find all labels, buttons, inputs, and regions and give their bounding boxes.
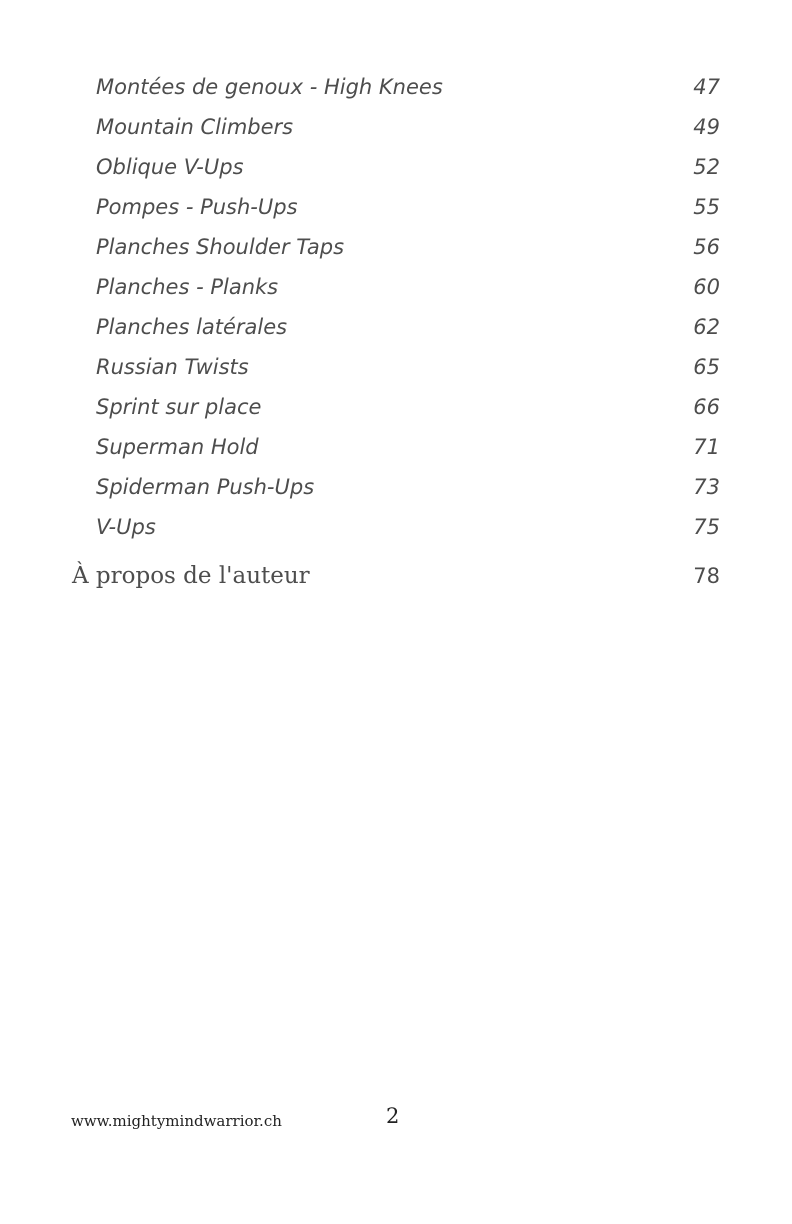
toc-entry-page: 47 <box>693 75 720 99</box>
table-of-contents <box>96 67 720 547</box>
toc-entry-page: 52 <box>693 155 720 179</box>
toc-entry <box>96 507 720 547</box>
toc-entry-title: Sprint sur place <box>96 395 262 419</box>
toc-entry <box>96 107 720 147</box>
toc-entry-page: 60 <box>693 275 720 299</box>
toc-entry <box>96 147 720 187</box>
toc-entry <box>96 267 720 307</box>
toc-section-about <box>72 556 720 596</box>
toc-entry <box>96 347 720 387</box>
toc-entry-page: 73 <box>693 475 720 499</box>
toc-entry-title: Spiderman Push-Ups <box>96 475 315 499</box>
toc-entry-title: V-Ups <box>96 515 156 539</box>
toc-entry-title: Russian Twists <box>96 355 249 379</box>
toc-entry <box>96 187 720 227</box>
footer-page-number: 2 <box>386 1104 400 1128</box>
toc-entry-title: Planches Shoulder Taps <box>96 235 345 259</box>
toc-entry-page: 49 <box>693 115 720 139</box>
toc-entry-title: Pompes - Push-Ups <box>96 195 298 219</box>
toc-entry-page: 55 <box>693 195 720 219</box>
toc-entry <box>96 227 720 267</box>
toc-entry-page: 62 <box>693 315 720 339</box>
toc-entry <box>96 387 720 427</box>
toc-section-page: 78 <box>693 564 720 588</box>
toc-entry-page: 75 <box>693 515 720 539</box>
toc-entry-title: Mountain Climbers <box>96 115 294 139</box>
footer-website-url: www.mightymindwarrior.ch <box>71 1112 282 1130</box>
toc-entry-page: 56 <box>693 235 720 259</box>
toc-entry <box>96 67 720 107</box>
toc-section-title: À propos de l'auteur <box>72 563 310 589</box>
toc-entry-title: Superman Hold <box>96 435 259 459</box>
toc-entry <box>96 427 720 467</box>
toc-entry <box>96 307 720 347</box>
toc-entry-page: 65 <box>693 355 720 379</box>
toc-entry-title: Planches latérales <box>96 315 288 339</box>
toc-entry-title: Planches - Planks <box>96 275 279 299</box>
toc-entry <box>96 467 720 507</box>
toc-entry-page: 71 <box>693 435 720 459</box>
toc-entry-title: Montées de genoux - High Knees <box>96 75 443 99</box>
toc-entry-page: 66 <box>693 395 720 419</box>
toc-entry-title: Oblique V-Ups <box>96 155 244 179</box>
